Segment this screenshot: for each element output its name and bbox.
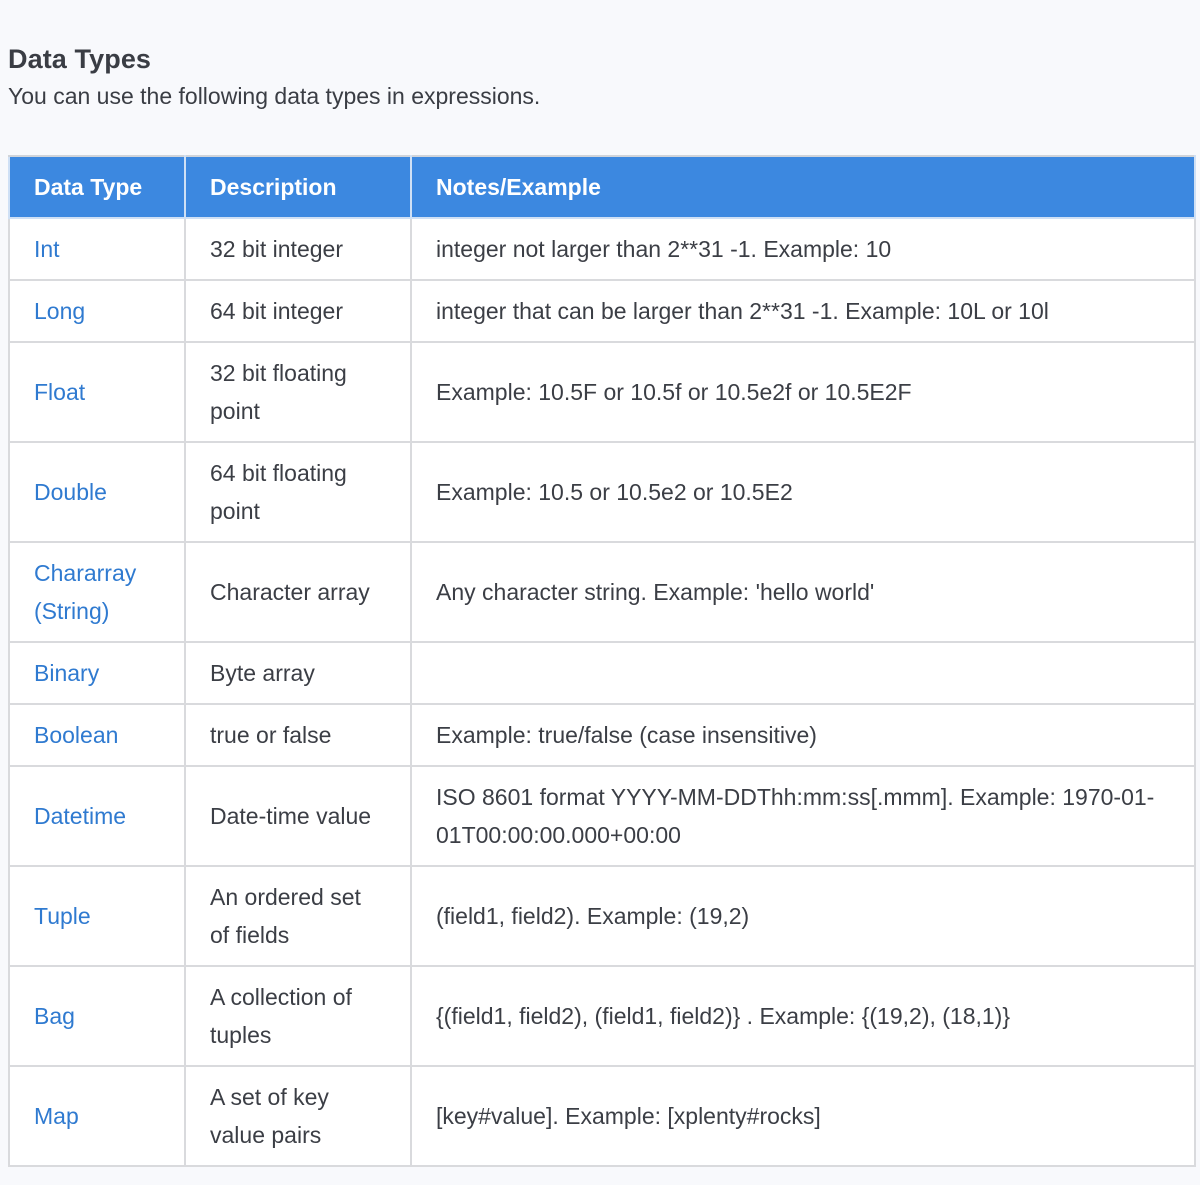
- description-cell: Byte array: [185, 642, 411, 704]
- table-row: [9, 218, 1195, 280]
- data-type-cell: Long: [9, 280, 185, 342]
- description-cell: 64 bit floating point: [185, 442, 411, 542]
- description-cell: 64 bit integer: [185, 280, 411, 342]
- data-type-cell: Tuple: [9, 866, 185, 966]
- description-cell: A collection of tuples: [185, 966, 411, 1066]
- notes-cell: integer not larger than 2**31 -1. Example: 10: [411, 218, 1195, 280]
- table-row: [9, 966, 1195, 1066]
- data-type-cell: Chararray (String): [9, 542, 185, 642]
- data-type-cell: Boolean: [9, 704, 185, 766]
- notes-cell: integer that can be larger than 2**31 -1. Example: 10L or 10l: [411, 280, 1195, 342]
- data-type-cell: Bag: [9, 966, 185, 1066]
- page-subtitle: You can use the following data types in expressions.: [8, 83, 541, 109]
- notes-cell: ISO 8601 format YYYY-MM-DDThh:mm:ss[.mmm]. Example: 1970-01-01T00:00:00.000+00:00: [411, 766, 1195, 866]
- description-cell: An ordered set of fields: [185, 866, 411, 966]
- description-cell: true or false: [185, 704, 411, 766]
- table-row: [9, 866, 1195, 966]
- column-header-notes-example: Notes/Example: [411, 156, 1195, 218]
- notes-cell: Example: 10.5F or 10.5f or 10.5e2f or 10.5E2F: [411, 342, 1195, 442]
- description-cell: Character array: [185, 542, 411, 642]
- table-row: [9, 442, 1195, 542]
- data-types-table: [8, 155, 1196, 1167]
- table-row: [9, 766, 1195, 866]
- table-header-row: [9, 156, 1195, 218]
- data-type-cell: Datetime: [9, 766, 185, 866]
- table-row: [9, 1066, 1195, 1166]
- table-row: [9, 342, 1195, 442]
- column-header-data-type: Data Type: [9, 156, 185, 218]
- description-cell: 32 bit floating point: [185, 342, 411, 442]
- data-type-cell: Float: [9, 342, 185, 442]
- table-row: [9, 704, 1195, 766]
- data-type-cell: Binary: [9, 642, 185, 704]
- table-row: [9, 280, 1195, 342]
- data-type-cell: Double: [9, 442, 185, 542]
- notes-cell: [key#value]. Example: [xplenty#rocks]: [411, 1066, 1195, 1166]
- page-title: Data Types: [8, 44, 152, 74]
- notes-cell: {(field1, field2), (field1, field2)} . Example: {(19,2), (18,1)}: [411, 966, 1195, 1066]
- notes-cell: Example: 10.5 or 10.5e2 or 10.5E2: [411, 442, 1195, 542]
- notes-cell: Any character string. Example: 'hello world': [411, 542, 1195, 642]
- notes-cell: [411, 642, 1195, 704]
- description-cell: 32 bit integer: [185, 218, 411, 280]
- data-type-cell: Map: [9, 1066, 185, 1166]
- description-cell: Date-time value: [185, 766, 411, 866]
- notes-cell: (field1, field2). Example: (19,2): [411, 866, 1195, 966]
- table-row: [9, 642, 1195, 704]
- data-type-cell: Int: [9, 218, 185, 280]
- column-header-description: Description: [185, 156, 411, 218]
- notes-cell: Example: true/false (case insensitive): [411, 704, 1195, 766]
- description-cell: A set of key value pairs: [185, 1066, 411, 1166]
- table-row: [9, 542, 1195, 642]
